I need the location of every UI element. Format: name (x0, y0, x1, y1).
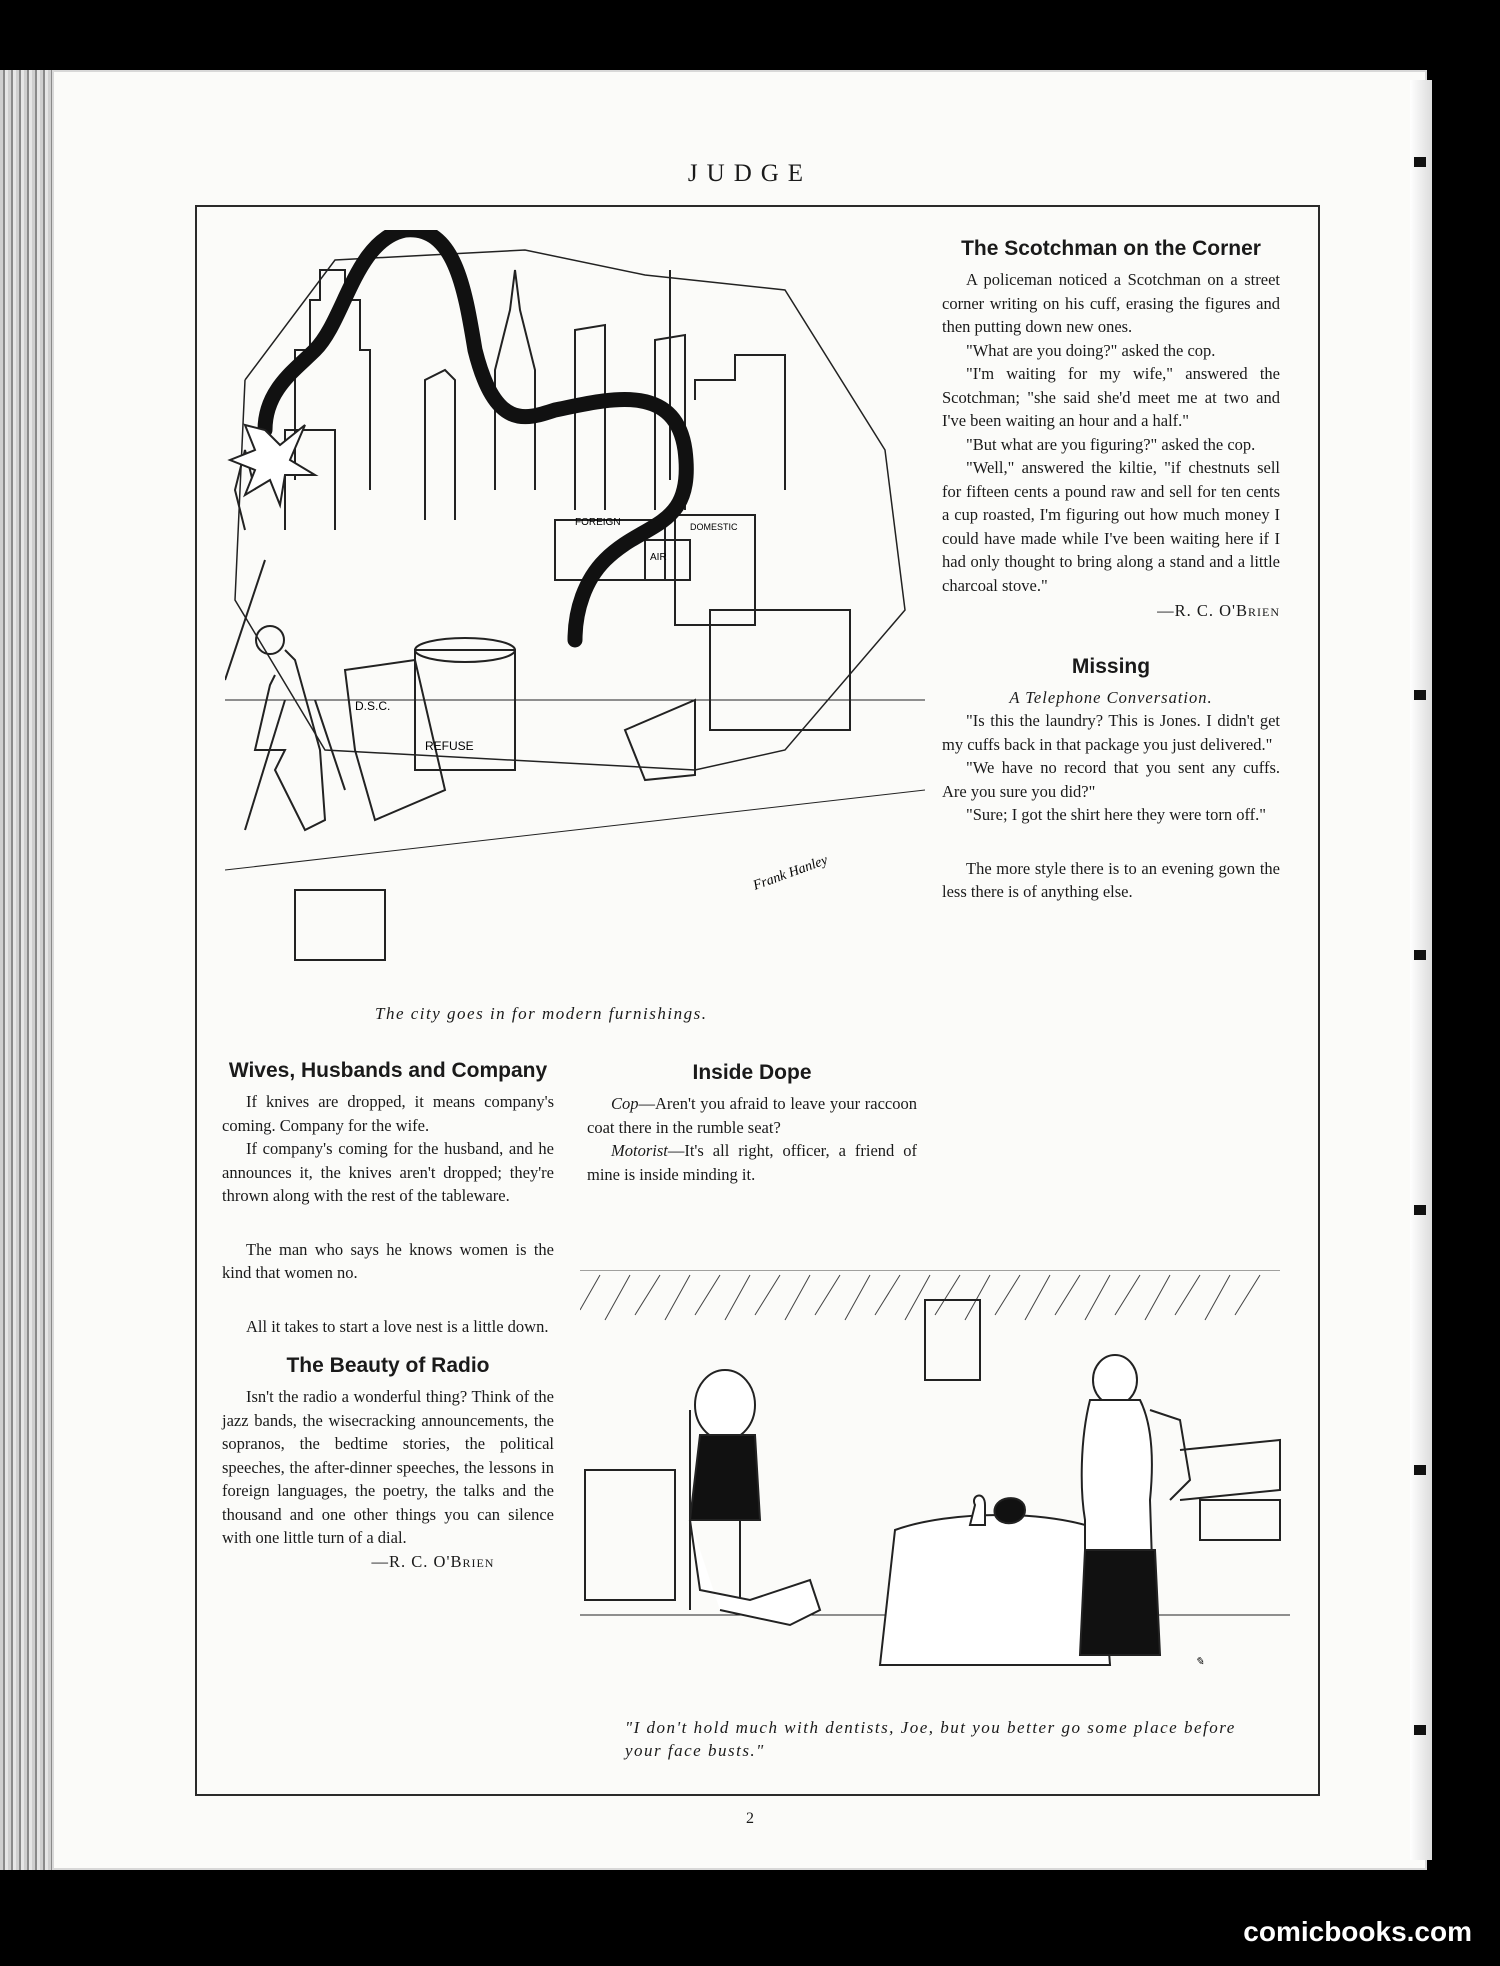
city-cartoon (225, 230, 925, 1000)
missing-paragraph: "Sure; I got the shirt here they were torn off." (966, 805, 1266, 824)
refuse-label: REFUSE (425, 739, 474, 753)
motorist-line (587, 1139, 917, 1186)
radio-paragraph: Isn't the radio a wonderful thing? Think of the jazz bands, the wisecracking announcements, the sopranos, the bedtime stories, the political speeches, the after-dinner speeches, the lessons in foreign languages, the poetry, the talks and the thousand and one other things you can silence with one little turn of a dial. (222, 1387, 554, 1547)
binding-mark (1414, 690, 1426, 700)
artist-signature-small: ✎ (1195, 1656, 1205, 1668)
wives-title: Wives, Husbands and Company (228, 1059, 548, 1082)
page-right-edge (1410, 80, 1432, 1860)
bottom-cartoon-caption: "I don't hold much with dentists, Joe, but you better go some place before your face busts." (625, 1718, 1236, 1760)
right-column (942, 235, 1280, 904)
scotchman-paragraph: "But what are you figuring?" asked the cop. (966, 434, 1256, 454)
middle-column (587, 1059, 917, 1186)
left-column (222, 1057, 554, 1573)
missing-paragraph: "Is this the laundry? This is Jones. I didn't get my cuffs back in that package you just delivered." (942, 711, 1280, 754)
scotchman-title: The Scotchman on the Corner (961, 237, 1261, 260)
binding-mark (1414, 1465, 1426, 1475)
inside-dope-title: Inside Dope (692, 1061, 812, 1084)
scotchman-paragraph: A policeman noticed a Scotchman on a street corner writing on his cuff, erasing the figures and then putting down new ones. (942, 270, 1280, 336)
binding-mark (1414, 950, 1426, 960)
domestic-label: DOMESTIC (690, 522, 738, 532)
artist-signature: Frank Hanley (751, 852, 830, 894)
scotchman-paragraph: "What are you doing?" asked the cop. (966, 340, 1216, 360)
binding-mark (1414, 1725, 1426, 1735)
scotchman-byline: —R. C. O'Brien (1157, 601, 1280, 620)
motorist-speaker: Motorist (611, 1141, 668, 1160)
dsc-label: D.S.C. (355, 699, 391, 713)
radio-byline: —R. C. O'Brien (371, 1551, 495, 1571)
missing-paragraph: "We have no record that you sent any cuffs. Are you sure you did?" (942, 758, 1280, 801)
cop-speaker: Cop (611, 1094, 639, 1113)
foreign-label: FOREIGN (575, 517, 621, 528)
dentist-cartoon (580, 1270, 1290, 1700)
watermark: comicbooks.com (1243, 1916, 1472, 1947)
radio-title: The Beauty of Radio (286, 1354, 490, 1377)
top-cartoon-caption: The city goes in for modern furnishings. (375, 1004, 708, 1023)
wives-paragraph: If knives are dropped, it means company's coming. Company for the wife. (222, 1092, 554, 1135)
knows-women-joke: The man who says he knows women is the kind that women no. (222, 1239, 554, 1282)
masthead: JUDGE (687, 160, 813, 187)
missing-subtitle: A Telephone Conversation. (1009, 687, 1213, 707)
evening-gown-joke: The more style there is to an evening gown the less there is of anything else. (942, 858, 1280, 901)
air-label: AIR (650, 552, 667, 563)
scotchman-paragraph: "Well," answered the kiltie, "if chestnuts sell for fifteen cents a pound raw and sell for ten cents a cup roasted, I'm figuring out how much money I could have made while I've been waiting here if I had only thought to bring along a stand and a little charcoal stove." (942, 458, 1280, 595)
book-page-edges (0, 70, 60, 1870)
page-number: 2 (746, 1810, 754, 1827)
missing-title: Missing (1071, 654, 1151, 678)
love-nest-joke: All it takes to start a love nest is a little down. (246, 1316, 549, 1336)
motorist-text: —It's all right, officer, a friend of mine is inside minding it. (587, 1141, 917, 1184)
cop-text: —Aren't you afraid to leave your raccoon coat there in the rumble seat? (587, 1094, 917, 1137)
cop-line (587, 1092, 917, 1139)
binding-mark (1414, 1205, 1426, 1215)
scotchman-paragraph: "I'm waiting for my wife," answered the Scotchman; "she said she'd meet me at two and I've been waiting an hour and a half." (942, 364, 1280, 430)
wives-paragraph: If company's coming for the husband, and he announces it, the knives aren't dropped; they're thrown along with the rest of the tableware. (222, 1139, 554, 1205)
